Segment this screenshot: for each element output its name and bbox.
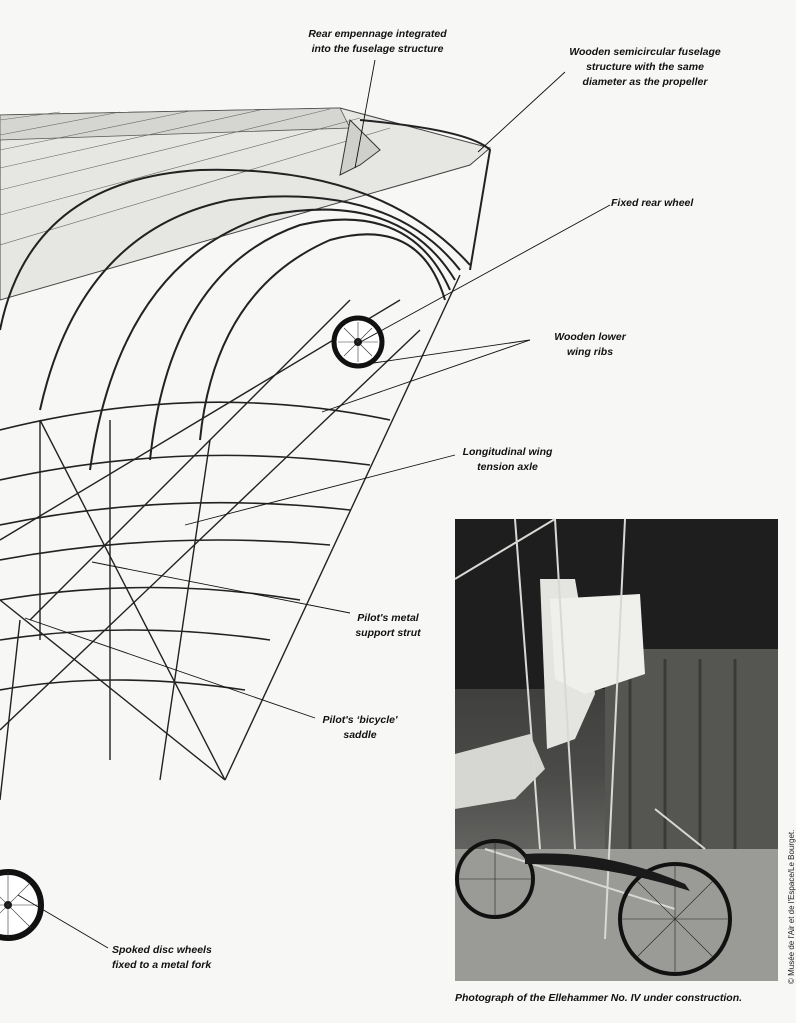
label-line: fixed to a metal fork <box>112 959 212 971</box>
label-rear-empennage <box>300 27 455 57</box>
historical-photograph <box>455 519 778 981</box>
rear-wheel <box>334 318 382 366</box>
label-line: Wooden lower <box>554 331 626 343</box>
label-pilot-support-strut <box>338 611 438 641</box>
label-wing-tension-axle <box>450 445 565 475</box>
label-spoked-wheels <box>112 943 272 973</box>
label-line: Pilot's ‘bicycle' <box>322 714 398 726</box>
label-line: tension axle <box>477 461 538 473</box>
label-line: structure with the same <box>586 61 704 73</box>
label-line: Wooden semicircular fuselage <box>569 46 721 58</box>
label-fuselage-structure <box>555 45 735 90</box>
photo-caption: Photograph of the Ellehammer No. IV under construction. <box>455 992 743 1004</box>
photograph-image <box>455 519 778 981</box>
photo-credit: © Musée de l'Air et de l'Espace/Le Bourget. <box>787 829 796 984</box>
label-pilot-saddle <box>310 713 410 743</box>
label-lower-wing-ribs <box>540 330 640 360</box>
label-line: Longitudinal wing <box>462 446 553 458</box>
label-line: wing ribs <box>566 346 614 358</box>
label-line: into the fuselage structure <box>311 43 444 55</box>
label-line: Rear empennage integrated <box>308 28 447 40</box>
label-line: Spoked disc wheels <box>112 944 212 956</box>
label-line: support strut <box>355 627 421 639</box>
label-line: saddle <box>343 729 377 741</box>
label-line: Pilot's metal <box>357 612 419 624</box>
label-line: diameter as the propeller <box>582 76 708 88</box>
label-fixed-rear-wheel: Fixed rear wheel <box>611 197 694 209</box>
